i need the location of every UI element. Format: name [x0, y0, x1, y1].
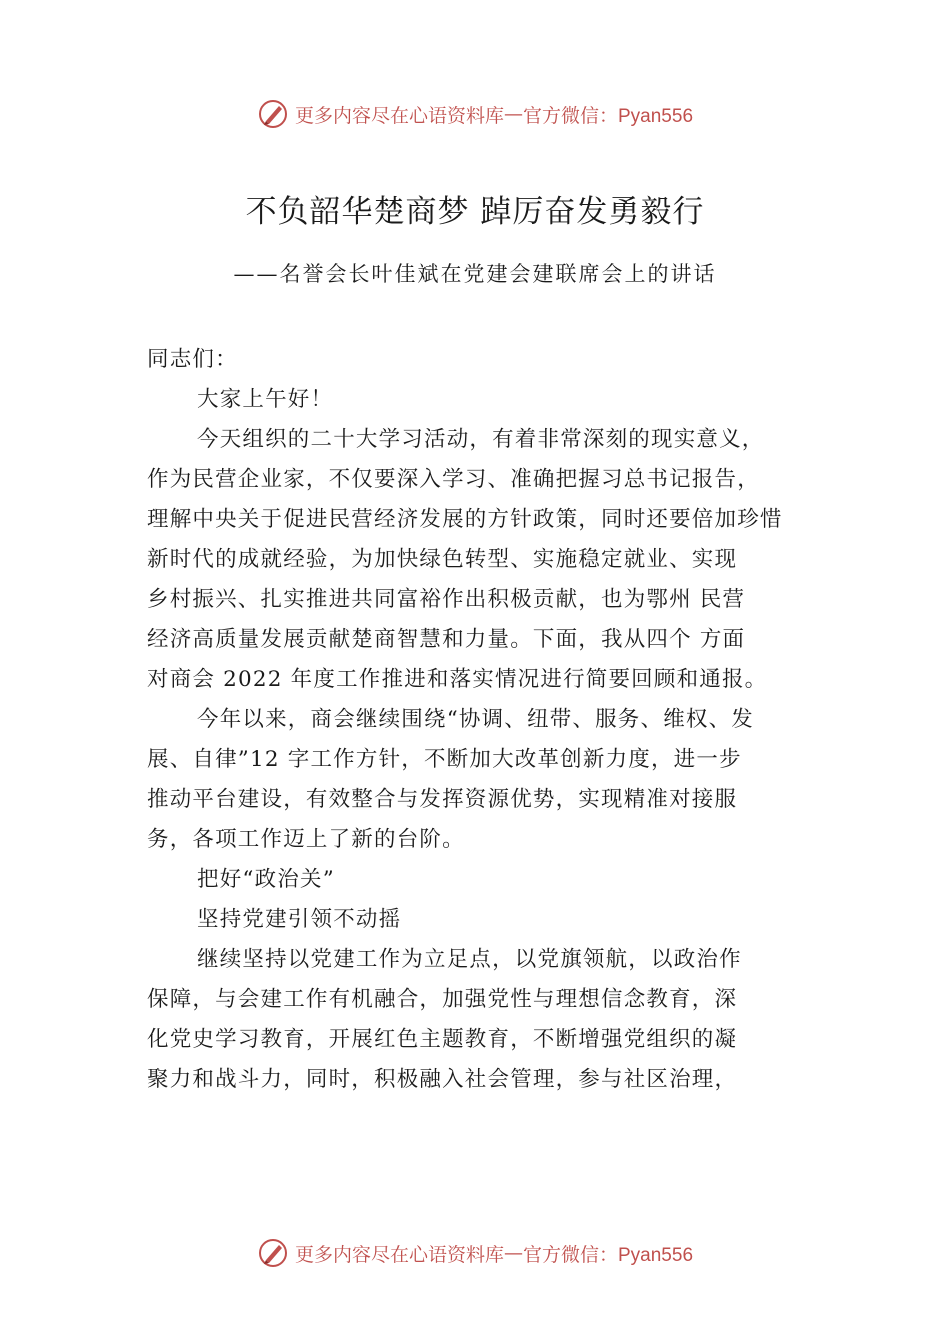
body-line: 大家上午好！ — [197, 387, 334, 412]
footer-separator: — — [504, 1242, 523, 1264]
document-title: 不负韶华楚商梦 踔厉奋发勇毅行 — [245, 194, 705, 230]
body-line: 经济高质量发展贡献楚商智慧和力量。下面，我从四个 方面 — [147, 627, 746, 652]
footer-banner — [0, 1233, 950, 1273]
body-line: 化党史学习教育，开展红色主题教育，不断增强党组织的凝 — [147, 1027, 738, 1052]
body-line: 聚力和战斗力，同时，积极融入社会管理，参与社区治理， — [147, 1067, 738, 1092]
footer-wechat-text: 官方微信：Pyan556 — [523, 1244, 694, 1266]
header-banner — [0, 94, 950, 134]
header-wechat-text: 官方微信：Pyan556 — [523, 105, 694, 127]
pen-logo-icon — [257, 1237, 289, 1269]
body-line: 新时代的成就经验，为加快绿色转型、实施稳定就业、实现 — [147, 547, 738, 572]
body-line: 保障，与会建工作有机融合，加强党性与理想信念教育，深 — [147, 987, 738, 1012]
body-line: 继续坚持以党建工作为立足点，以党旗领航，以政治作 — [197, 947, 742, 972]
body-line: 务，各项工作迈上了新的台阶。 — [147, 827, 465, 852]
body-line: 把好“政治关” — [197, 867, 335, 892]
body-line: 今天组织的二十大学习活动，有着非常深刻的现实意义， — [197, 427, 765, 452]
document-body — [147, 340, 837, 1100]
document-subtitle: ——名誉会长叶佳斌在党建会建联席会上的讲话 — [233, 262, 717, 286]
body-line: 乡村振兴、扎实推进共同富裕作出积极贡献，也为鄂州 民营 — [147, 587, 746, 612]
body-line: 展、自律”12 字工作方针，不断加大改革创新力度，进一步 — [147, 747, 742, 772]
body-line: 今年以来，商会继续围绕“协调、纽带、服务、维权、发 — [197, 707, 754, 732]
body-line: 推动平台建设，有效整合与发挥资源优势，实现精准对接服 — [147, 787, 738, 812]
footer-brand-text: 更多内容尽在心语资料库 — [294, 1243, 504, 1266]
body-line: 作为民营企业家，不仅要深入学习、准确把握习总书记报告， — [147, 467, 760, 492]
header-brand-text: 更多内容尽在心语资料库 — [294, 104, 504, 127]
body-line: 同志们： — [147, 347, 238, 372]
body-line: 理解中央关于促进民营经济发展的方针政策，同时还要倍加珍惜 — [147, 507, 783, 532]
pen-logo-icon — [257, 98, 289, 130]
body-line: 坚持党建引领不动摇 — [197, 907, 402, 932]
header-separator: — — [504, 103, 523, 125]
body-line: 对商会 2022 年度工作推进和落实情况进行简要回顾和通报。 — [147, 667, 768, 692]
